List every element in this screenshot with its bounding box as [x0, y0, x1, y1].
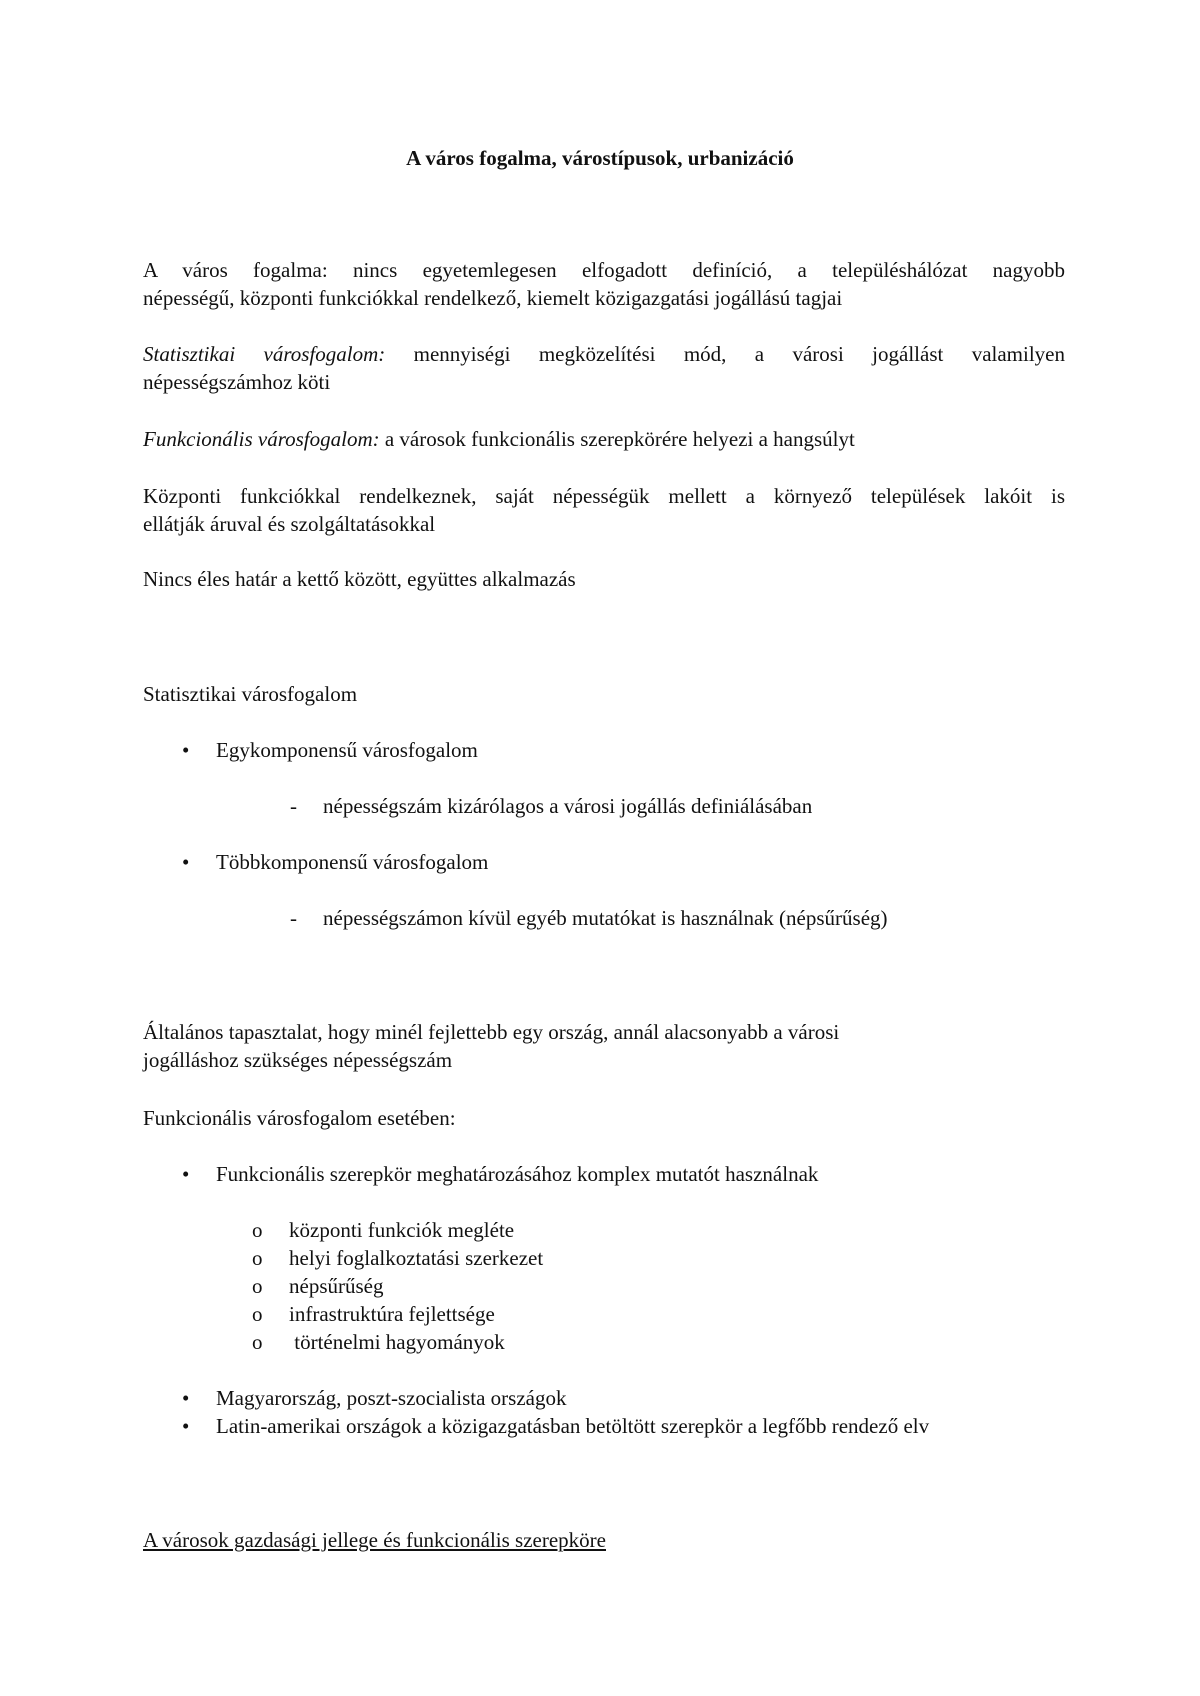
intro-line-1: A város fogalma: nincs egyetemlegesen elfogadott definíció, a településhálózat nagyobb — [143, 258, 1065, 282]
central-functions-paragraph — [143, 482, 1065, 538]
circle-marker: o — [252, 1302, 263, 1326]
bullet-marker: • — [182, 1386, 190, 1410]
list-item — [0, 736, 1200, 764]
list-item-label: Funkcionális szerepkör meghatározásához komplex mutatót használnak — [216, 1162, 819, 1186]
intro-line-2: népességű, központi funkciókkal rendelkező, kiemelt közigazgatási jogállású tagjai — [143, 286, 843, 310]
list-item-label: Többkomponensű városfogalom — [216, 850, 489, 874]
functional-definition-term: Funkcionális városfogalom: — [143, 427, 380, 451]
sub-list-item-label: központi funkciók megléte — [289, 1218, 515, 1242]
functional-definition-text: a városok funkcionális szerepkörére helyezi a hangsúlyt — [379, 427, 855, 451]
sub-list-item-label: népsűrűség — [289, 1274, 384, 1298]
sub-list-item — [0, 1244, 1200, 1272]
sub-list-item — [0, 1300, 1200, 1328]
intro-paragraph — [143, 256, 1065, 312]
section-heading: A városok gazdasági jellege és funkcionális szerepköre — [143, 1528, 606, 1552]
statistical-definition-line-2: népességszámhoz köti — [143, 370, 331, 394]
circle-marker: o — [252, 1218, 263, 1242]
circle-marker: o — [252, 1246, 263, 1270]
sub-list-item-label: infrastruktúra fejlettsége — [289, 1302, 495, 1326]
sub-list-item-label: történelmi hagyományok — [289, 1330, 505, 1354]
sub-list-item — [0, 904, 1200, 932]
sub-list-item — [0, 1272, 1200, 1300]
dash-marker: - — [290, 794, 297, 818]
sub-list-item — [0, 792, 1200, 820]
bullet-marker: • — [182, 738, 190, 762]
statistical-definition — [143, 340, 1065, 396]
statistical-heading: Statisztikai városfogalom — [143, 682, 358, 706]
bullet-marker: • — [182, 850, 190, 874]
circle-marker: o — [252, 1274, 263, 1298]
statistical-definition-text: mennyiségi megközelítési mód, a városi jogállást valamilyen — [385, 342, 1066, 366]
functional-heading: Funkcionális városfogalom esetében: — [143, 1106, 456, 1130]
list-item — [0, 848, 1200, 876]
no-border-paragraph: Nincs éles határ a kettő között, együttes alkalmazás — [143, 567, 576, 591]
general-experience-paragraph — [143, 1018, 1065, 1074]
central-functions-line-1: Központi funkciókkal rendelkeznek, saját népességük mellett a környező települések lakóit is — [143, 484, 1065, 508]
bullet-marker: • — [182, 1414, 190, 1438]
list-item — [0, 1384, 1200, 1412]
functional-definition — [143, 425, 1065, 453]
circle-marker: o — [252, 1330, 263, 1354]
dash-marker: - — [290, 906, 297, 930]
general-experience-line-2: jogálláshoz szükséges népességszám — [143, 1048, 453, 1072]
statistical-definition-term: Statisztikai városfogalom: — [143, 342, 386, 366]
sub-list-item-label: népességszámon kívül egyéb mutatókat is használnak (népsűrűség) — [323, 906, 888, 930]
general-experience-line-1: Általános tapasztalat, hogy minél fejlettebb egy ország, annál alacsonyabb a városi — [143, 1020, 840, 1044]
list-item-label: Egykomponensű városfogalom — [216, 738, 478, 762]
sub-list-item-label: népességszám kizárólagos a városi jogállás definiálásában — [323, 794, 813, 818]
bullet-marker: • — [182, 1162, 190, 1186]
central-functions-line-2: ellátják áruval és szolgáltatásokkal — [143, 512, 436, 536]
statistical-definition-line-1 — [143, 340, 1065, 368]
sub-list-item — [0, 1328, 1200, 1356]
list-item — [0, 1412, 1200, 1440]
sub-list-item-label: helyi foglalkoztatási szerkezet — [289, 1246, 544, 1270]
list-item-label: Latin-amerikai országok a közigazgatásban betöltött szerepkör a legfőbb rendező elv — [216, 1414, 930, 1438]
sub-list-item — [0, 1216, 1200, 1244]
list-item — [0, 1160, 1200, 1188]
document-title: A város fogalma, várostípusok, urbanizáció — [406, 146, 794, 170]
list-item-label: Magyarország, poszt-szocialista országok — [216, 1386, 567, 1410]
